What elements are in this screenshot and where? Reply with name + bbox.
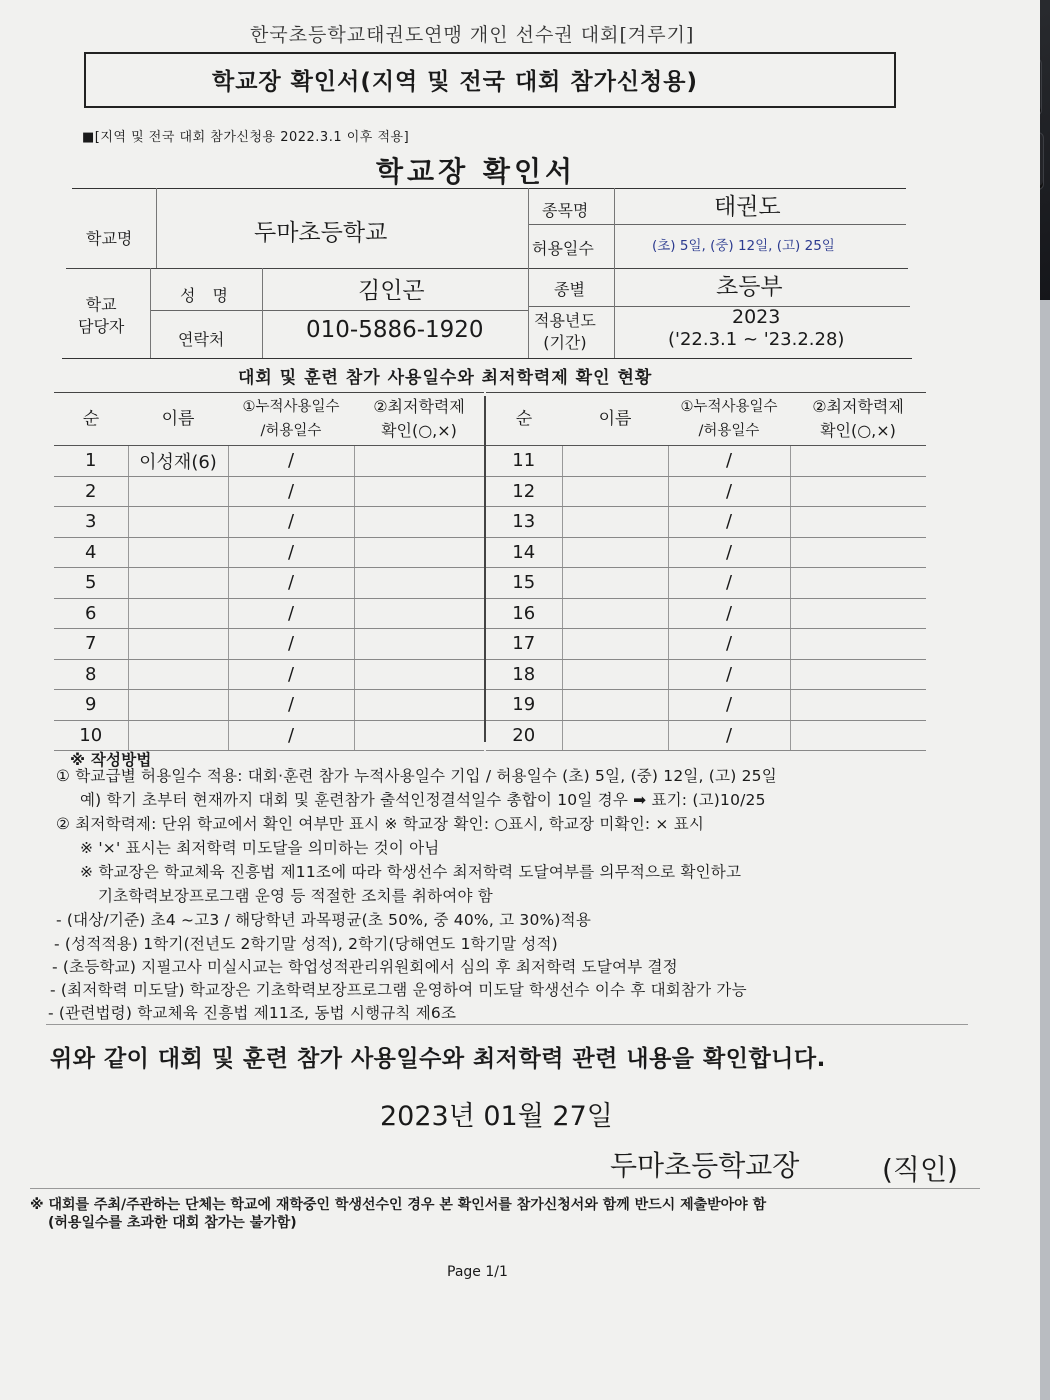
boxed-title: 학교장 확인서(지역 및 전국 대회 참가신청용): [212, 69, 698, 95]
days-used-cell: /: [228, 446, 354, 477]
participant-name: [128, 507, 228, 538]
row-number: 4: [54, 537, 128, 568]
info-top-border: [72, 188, 906, 189]
participant-row: [54, 690, 484, 721]
days-used-cell: /: [228, 476, 354, 507]
school-value: 두마초등학교: [254, 220, 388, 246]
participant-row: [54, 568, 484, 599]
row-number: 14: [486, 537, 562, 568]
row-number: 20: [486, 720, 562, 751]
days-used-cell: /: [228, 720, 354, 751]
min-grade-cell: [354, 659, 484, 690]
info-divider: [528, 224, 906, 225]
participant-name: [562, 537, 668, 568]
info-divider: [614, 188, 615, 358]
column-header-name: 이름: [128, 393, 228, 446]
row-number: 15: [486, 568, 562, 599]
row-number: 16: [486, 598, 562, 629]
notes-separator: [46, 1024, 968, 1025]
participant-row: [486, 476, 926, 507]
min-grade-cell: [790, 629, 926, 660]
info-divider: [150, 310, 528, 311]
days-used-cell: /: [668, 629, 790, 660]
days-used-cell: /: [668, 476, 790, 507]
days-used-cell: /: [668, 690, 790, 721]
year-label: 적용년도 (기간): [534, 311, 596, 352]
event-label: 종목명: [542, 201, 589, 220]
row-number: 8: [54, 659, 128, 690]
min-grade-cell: [354, 537, 484, 568]
min-grade-cell: [354, 598, 484, 629]
min-grade-cell: [354, 476, 484, 507]
info-divider: [156, 188, 157, 268]
participant-row: [54, 629, 484, 660]
row-number: 10: [54, 720, 128, 751]
participant-name: [562, 629, 668, 660]
participant-name: [128, 629, 228, 660]
row-number: 2: [54, 476, 128, 507]
contact-label: 연락처: [178, 330, 225, 349]
days-used-cell: /: [668, 537, 790, 568]
row-number: 5: [54, 568, 128, 599]
footer-note-sub: (허용일수를 초과한 대회 참가는 불가함): [48, 1215, 297, 1231]
participant-name: [562, 598, 668, 629]
period-value: ('22.3.1 ~ '23.2.28): [668, 329, 845, 350]
note-line: ② 최저학력제: 단위 학교에서 확인 여부만 표시 ※ 학교장 확인: ○표시, 학교장 미확인: × 표시: [56, 815, 705, 833]
column-header-days: ①누적사용일수 /허용일수: [668, 393, 790, 446]
info-divider: [528, 188, 529, 358]
min-grade-cell: [790, 476, 926, 507]
note-line: ※ 학교장은 학교체육 진흥법 제11조에 따라 학생선수 최저학력 도달여부를 의무적으로 확인하고: [80, 863, 742, 881]
seal-placeholder: (직인): [882, 1153, 958, 1186]
min-grade-cell: [790, 446, 926, 477]
note-line: - (대상/기준) 초4 ~고3 / 해당학년 과목평균(초 50%, 중 40%, 고 30%)적용: [56, 911, 592, 929]
status-title: 대회 및 훈련 참가 사용일수와 최저학력제 확인 현황: [238, 368, 653, 388]
days-used-cell: /: [228, 598, 354, 629]
participant-name: [562, 476, 668, 507]
participant-name: [128, 476, 228, 507]
days-used-cell: /: [668, 720, 790, 751]
min-grade-cell: [790, 507, 926, 538]
min-grade-cell: [790, 720, 926, 751]
participant-row: [54, 476, 484, 507]
info-divider: [150, 268, 151, 358]
row-number: 12: [486, 476, 562, 507]
note-line: - (성적적용) 1학기(전년도 2학기말 성적), 2학기(당해연도 1학기말 성적): [54, 935, 558, 953]
days-used-cell: /: [228, 507, 354, 538]
row-number: 17: [486, 629, 562, 660]
days-used-cell: /: [228, 537, 354, 568]
note-line: - (최저학력 미도달) 학교장은 기초학력보장프로그램 운영하여 미도달 학생선수 이수 후 대회참가 가능: [50, 981, 747, 999]
participant-name: [562, 446, 668, 477]
note-line: 기초학력보장프로그램 운영 등 적절한 조치를 취하여야 함: [98, 887, 493, 905]
participant-table-left: [54, 392, 484, 751]
row-number: 18: [486, 659, 562, 690]
min-grade-cell: [790, 568, 926, 599]
participant-row: [486, 568, 926, 599]
info-divider: [262, 268, 263, 358]
days-used-cell: /: [228, 690, 354, 721]
participant-row: [486, 446, 926, 477]
year-value: 2023: [732, 306, 781, 328]
organization-title: 한국초등학교태권도연맹 개인 선수권 대회[겨루기]: [250, 24, 695, 46]
participant-row: [486, 598, 926, 629]
division-label: 종별: [554, 280, 585, 299]
min-grade-cell: [790, 659, 926, 690]
participant-row: [486, 629, 926, 660]
days-used-cell: /: [228, 568, 354, 599]
participant-row: [486, 659, 926, 690]
min-grade-cell: [354, 690, 484, 721]
row-number: 7: [54, 629, 128, 660]
days-used-cell: /: [668, 659, 790, 690]
participant-row: [54, 537, 484, 568]
participant-name: [562, 690, 668, 721]
confirmation-statement: 위와 같이 대회 및 훈련 참가 사용일수와 최저학력 관련 내용을 확인합니다.: [50, 1046, 826, 1072]
row-number: 13: [486, 507, 562, 538]
days-used-cell: /: [668, 446, 790, 477]
participant-name: [128, 659, 228, 690]
participant-row: [486, 507, 926, 538]
column-header-min-grade: ②최저학력제 확인(○,×): [790, 393, 926, 446]
min-grade-cell: [354, 720, 484, 751]
min-grade-cell: [354, 507, 484, 538]
column-header-days: ①누적사용일수 /허용일수: [228, 393, 354, 446]
participant-name: [562, 507, 668, 538]
page-number: Page 1/1: [447, 1264, 508, 1280]
name-label: 성 명: [180, 286, 234, 305]
signer-name: 두마초등학교장: [610, 1149, 800, 1182]
participant-name: [128, 568, 228, 599]
manager-label: 학교 담당자: [78, 295, 125, 336]
note-line: 예) 학기 초부터 현재까지 대회 및 훈련참가 출석인정결석일수 총합이 10일 경우 ➡ 표기: (고)10/25: [80, 791, 766, 809]
participant-name: [562, 568, 668, 599]
info-bottom-border: [62, 358, 912, 359]
participant-table-right: [486, 392, 926, 751]
participant-row: [54, 720, 484, 751]
min-grade-cell: [354, 568, 484, 599]
name-value: 김인곤: [358, 278, 425, 304]
participant-row: [54, 598, 484, 629]
days-used-cell: /: [228, 659, 354, 690]
min-grade-cell: [790, 537, 926, 568]
row-number: 9: [54, 690, 128, 721]
days-used-cell: /: [668, 568, 790, 599]
participant-row: [54, 659, 484, 690]
participant-name: [562, 659, 668, 690]
min-grade-cell: [790, 690, 926, 721]
participant-row: [54, 507, 484, 538]
note-line: ① 학교급별 허용일수 적용: 대회·훈련 참가 누적사용일수 기입 / 허용일수 (초) 5일, (중) 12일, (고) 25일: [56, 767, 777, 785]
participant-name: [128, 720, 228, 751]
row-number: 6: [54, 598, 128, 629]
days-used-cell: /: [228, 629, 354, 660]
column-header-no: 순: [54, 393, 128, 446]
row-number: 19: [486, 690, 562, 721]
confirmation-date: 2023년 01월 27일: [380, 1101, 613, 1132]
column-header-min-grade: ②최저학력제 확인(○,×): [354, 393, 484, 446]
row-number: 3: [54, 507, 128, 538]
participant-row: [54, 446, 484, 477]
event-value: 태권도: [714, 194, 781, 220]
min-grade-cell: [790, 598, 926, 629]
info-divider: [528, 306, 910, 307]
min-grade-cell: [354, 446, 484, 477]
participant-name: 이성재(6): [128, 446, 228, 477]
allowed-days-label: 허용일수: [532, 239, 594, 258]
school-label: 학교명: [86, 229, 133, 248]
footer-note: ※ 대회를 주최/주관하는 단체는 학교에 재학중인 학생선수인 경우 본 확인서를 참가신청서와 함께 반드시 제출받아야 함: [30, 1197, 767, 1213]
days-used-cell: /: [668, 507, 790, 538]
participant-name: [128, 598, 228, 629]
footer-separator: [30, 1188, 980, 1189]
applicability-note: ■[지역 및 전국 대회 참가신청용 2022.3.1 이후 적용]: [82, 130, 410, 145]
note-line: - (관련법령) 학교체육 진흥법 제11조, 동법 시행규칙 제6조: [48, 1004, 457, 1022]
contact-value: 010-5886-1920: [306, 317, 484, 343]
allowed-days-value: (초) 5일, (중) 12일, (고) 25일: [652, 238, 835, 254]
column-header-name: 이름: [562, 393, 668, 446]
participant-name: [128, 537, 228, 568]
min-grade-cell: [354, 629, 484, 660]
document-title: 학교장 확인서: [376, 155, 577, 188]
note-line: - (초등학교) 지필고사 미실시교는 학업성적관리위원회에서 심의 후 최저학력 도달여부 결정: [52, 958, 678, 976]
notes-heading: ※ 작성방법: [70, 751, 152, 769]
participant-name: [562, 720, 668, 751]
participant-row: [486, 537, 926, 568]
note-line: ※ '×' 표시는 최저학력 미도달을 의미하는 것이 아님: [80, 839, 440, 857]
days-used-cell: /: [668, 598, 790, 629]
participant-row: [486, 720, 926, 751]
row-number: 1: [54, 446, 128, 477]
row-number: 11: [486, 446, 562, 477]
division-value: 초등부: [716, 274, 783, 300]
column-header-no: 순: [486, 393, 562, 446]
participant-row: [486, 690, 926, 721]
participant-name: [128, 690, 228, 721]
